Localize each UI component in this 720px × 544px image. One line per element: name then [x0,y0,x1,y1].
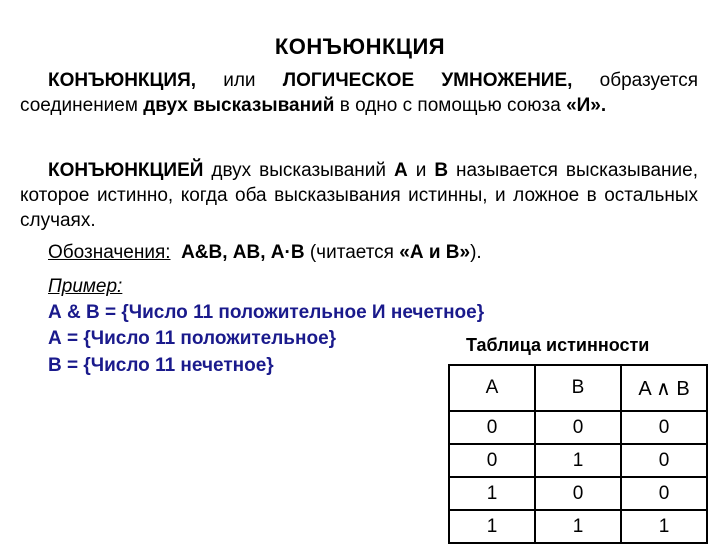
header-a-and-b: A ∧ B [621,365,707,411]
term-conjunction-instr: КОНЪЮНКЦИЕЙ [48,160,204,181]
header-a: A [449,365,535,411]
example-b: В = {Число 11 нечетное} [48,355,274,376]
reads-value: «А и В» [399,242,471,263]
example-a: А = {Число 11 положительное} [48,328,337,349]
two-statements: двух высказываний [143,95,335,116]
header-b: B [535,365,621,411]
table-row [449,444,707,477]
var-a: А [394,160,408,181]
conjunction-word: «И». [566,95,607,116]
definition-text-2: в одно с помощью союза [339,95,561,116]
table-cell: 1 [535,444,621,477]
term-logical-multiplication: ЛОГИЧЕСКОЕ УМНОЖЕНИЕ, [282,70,573,91]
table-cell: 0 [449,444,535,477]
truth-table [448,364,708,544]
table-cell: 0 [621,477,707,510]
notation-line [48,240,482,265]
table-cell: 1 [449,510,535,543]
table-cell: 0 [535,411,621,444]
definition-text-1: образуется соединением [20,70,698,116]
example-a-and-b: А & В = {Число 11 положительное И нечетное} [48,302,485,323]
conjunction-definition-paragraph [20,158,698,233]
reads-prefix: (читается [309,242,394,263]
table-cell: 0 [449,411,535,444]
var-b: В [434,160,449,181]
table-row [449,510,707,543]
example-label: Пример: [48,276,123,297]
word-and: и [415,160,427,181]
truth-table-caption: Таблица истинности [466,335,650,355]
table-row [449,411,707,444]
def2-text-2: называется высказывание, которое истинно, когда оба высказывания истинны, и ложное в остальных случаях. [20,160,699,231]
truth-table-header-row [449,365,707,411]
table-cell: 1 [449,477,535,510]
page-title: КОНЪЮНКЦИЯ [274,34,446,59]
notation-symbols: А&В, АВ, А·В [181,242,305,263]
table-cell: 0 [621,444,707,477]
reads-suffix: ). [470,242,482,263]
def2-text-1: двух высказываний [211,160,387,181]
notation-label: Обозначения: [48,242,171,263]
term-conjunction: КОНЪЮНКЦИЯ, [48,70,197,91]
definition-paragraph [20,68,698,118]
table-cell: 0 [535,477,621,510]
table-cell: 1 [535,510,621,543]
word-or: или [223,70,256,91]
table-cell: 0 [621,411,707,444]
table-cell: 1 [621,510,707,543]
table-row [449,477,707,510]
